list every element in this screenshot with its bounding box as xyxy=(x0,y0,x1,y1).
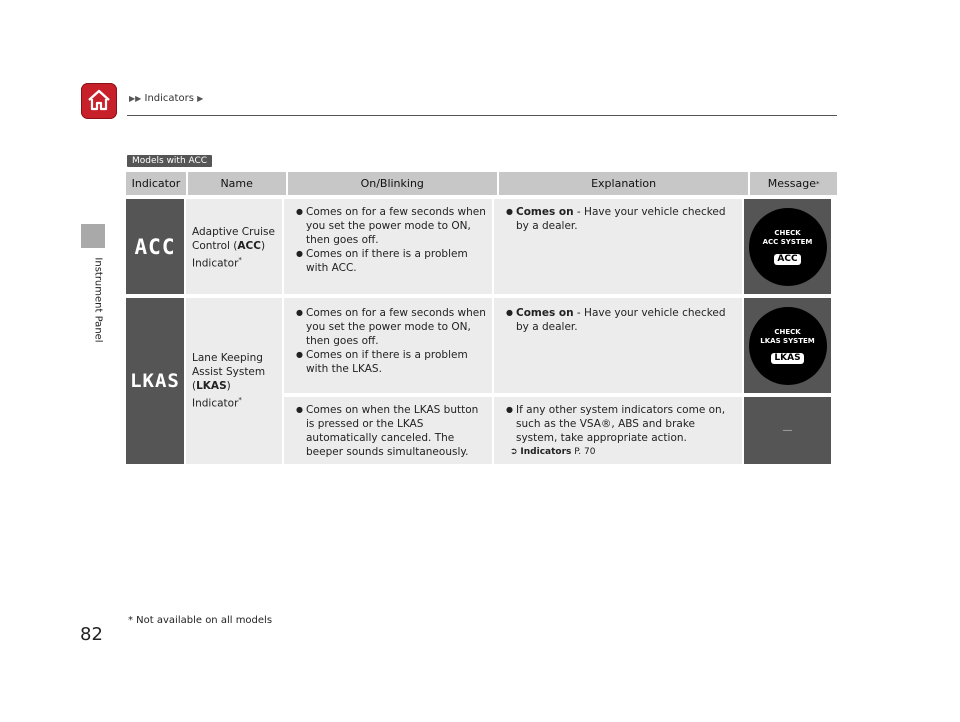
lkas-badge-icon: LKAS xyxy=(771,353,803,364)
section-tag: Models with ACC xyxy=(127,155,212,167)
check-acc-message xyxy=(744,199,831,294)
acc-indicator-icon: ACC xyxy=(126,199,186,294)
table-row xyxy=(126,298,837,464)
triangle-right-icon: ▶▶ xyxy=(129,94,142,103)
check-lkas-message xyxy=(744,298,831,393)
header-name: Name xyxy=(188,172,288,195)
side-tab xyxy=(81,224,105,248)
indicators-link[interactable]: ➲ Indicators P. 70 xyxy=(510,447,596,457)
check-acc-display: CHECK ACC SYSTEM ACC xyxy=(749,208,827,286)
indicator-name: Lane Keeping Assist System (LKAS) Indicator* xyxy=(186,298,284,464)
chevron-right-icon: ➲ xyxy=(510,447,518,457)
indicator-table xyxy=(126,172,837,464)
home-button[interactable] xyxy=(81,83,117,119)
side-label: Instrument Panel xyxy=(92,257,104,343)
on-blinking-text: ● Comes on when the LKAS button is pressed or the LKAS automatically canceled. The beeper sounds simultaneously. xyxy=(284,397,494,464)
header-indicator: Indicator xyxy=(126,172,188,195)
header-rule xyxy=(127,115,837,116)
table-header xyxy=(126,172,837,195)
breadcrumb-indicators[interactable]: Indicators xyxy=(144,93,194,104)
footnote: * Not available on all models xyxy=(128,615,273,626)
explanation-text: ● Comes on - Have your vehicle checked by a dealer. xyxy=(494,199,744,294)
message-none: — xyxy=(744,397,831,464)
lkas-indicator-icon: LKAS xyxy=(126,298,186,464)
explanation-text: ● Comes on - Have your vehicle checked by a dealer. xyxy=(494,298,744,393)
explanation-text: ● If any other system indicators come on, such as the VSA®, ABS and brake system, take appropriate action. ➲ Indicators P. 70 xyxy=(494,397,744,464)
triangle-right-icon: ▶ xyxy=(197,94,204,103)
header-explanation: Explanation xyxy=(499,172,750,195)
on-blinking-text: ● Comes on for a few seconds when you set the power mode to ON, then goes off. ● Comes on if there is a problem with ACC. xyxy=(284,199,494,294)
page-number: 82 xyxy=(80,624,103,645)
breadcrumb[interactable] xyxy=(129,93,203,104)
header-message: Message * xyxy=(767,177,820,190)
table-row xyxy=(126,199,837,294)
on-blinking-text: ● Comes on for a few seconds when you set the power mode to ON, then goes off. ● Comes on if there is a problem with the LKAS. xyxy=(284,298,494,393)
check-lkas-display: CHECK LKAS SYSTEM LKAS xyxy=(749,307,827,385)
home-icon xyxy=(86,87,112,113)
acc-badge-icon: ACC xyxy=(774,254,800,265)
indicator-name: Adaptive Cruise Control (ACC) Indicator* xyxy=(186,199,284,294)
header-on-blinking: On/Blinking xyxy=(288,172,499,195)
